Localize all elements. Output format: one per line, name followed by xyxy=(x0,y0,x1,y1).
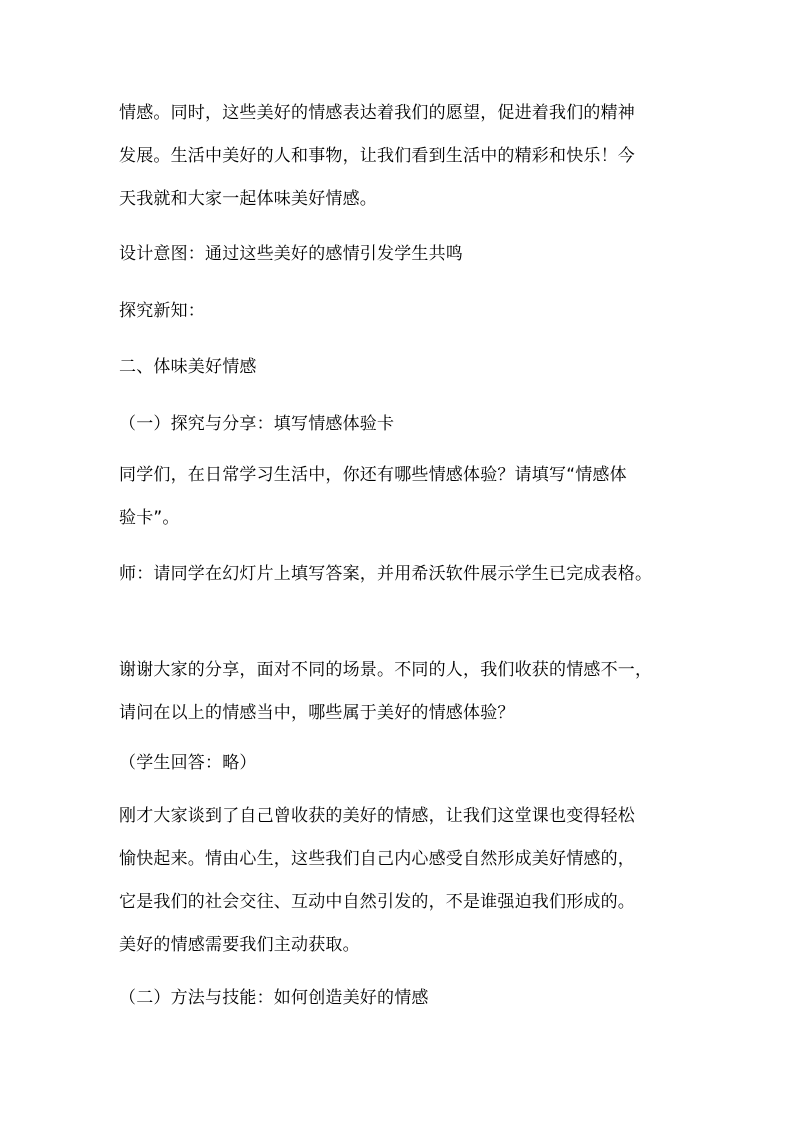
paragraph-thanks xyxy=(119,649,699,735)
text-line: 谢谢大家的分享，面对不同的场景。不同的人，我们收获的情感不一， xyxy=(119,660,653,680)
section-heading-2 xyxy=(119,346,699,389)
text-line: 愉快起来。情由心生，这些我们自己内心感受自然形成美好情感的， xyxy=(119,849,635,869)
text-line: 情感。同时，这些美好的情感表达着我们的愿望，促进着我们的精神 xyxy=(119,103,635,123)
text-line: （二）方法与技能：如何创造美好的情感 xyxy=(119,988,429,1008)
text-line: 探究新知： xyxy=(119,301,205,321)
paragraph-explore-heading xyxy=(119,290,699,333)
paragraph-intro xyxy=(119,92,699,221)
text-line: 天我就和大家一起体味美好情感。 xyxy=(119,189,377,209)
paragraph-summary xyxy=(119,795,699,967)
text-line: 验卡”。 xyxy=(119,508,180,528)
subsection-heading-2 xyxy=(119,977,699,1020)
text-line: 请问在以上的情感当中，哪些属于美好的情感体验？ xyxy=(119,703,515,723)
text-line: 发展。生活中美好的人和事物，让我们看到生活中的精彩和快乐！今 xyxy=(119,146,635,166)
paragraph-question xyxy=(119,454,699,540)
text-line: 师：请同学在幻灯片上填写答案，并用希沃软件展示学生已完成表格。 xyxy=(119,564,653,584)
text-line: （学生回答：略） xyxy=(119,753,257,773)
text-line: 同学们，在日常学习生活中，你还有哪些情感体验？请填写“情感体 xyxy=(119,465,627,485)
paragraph-student-answer xyxy=(119,742,699,785)
text-line: 它是我们的社会交往、互动中自然引发的，不是谁强迫我们形成的。 xyxy=(119,892,635,912)
text-line: 设计意图：通过这些美好的感情引发学生共鸣 xyxy=(119,244,463,264)
subsection-heading-1 xyxy=(119,403,699,446)
text-line: 二、体味美好情感 xyxy=(119,357,257,377)
text-line: 刚才大家谈到了自己曾收获的美好的情感，让我们这堂课也变得轻松 xyxy=(119,806,635,826)
text-line: 美好的情感需要我们主动获取。 xyxy=(119,935,360,955)
paragraph-teacher-note xyxy=(119,553,699,596)
paragraph-design-intent xyxy=(119,233,699,276)
text-line: （一）探究与分享：填写情感体验卡 xyxy=(119,414,395,434)
